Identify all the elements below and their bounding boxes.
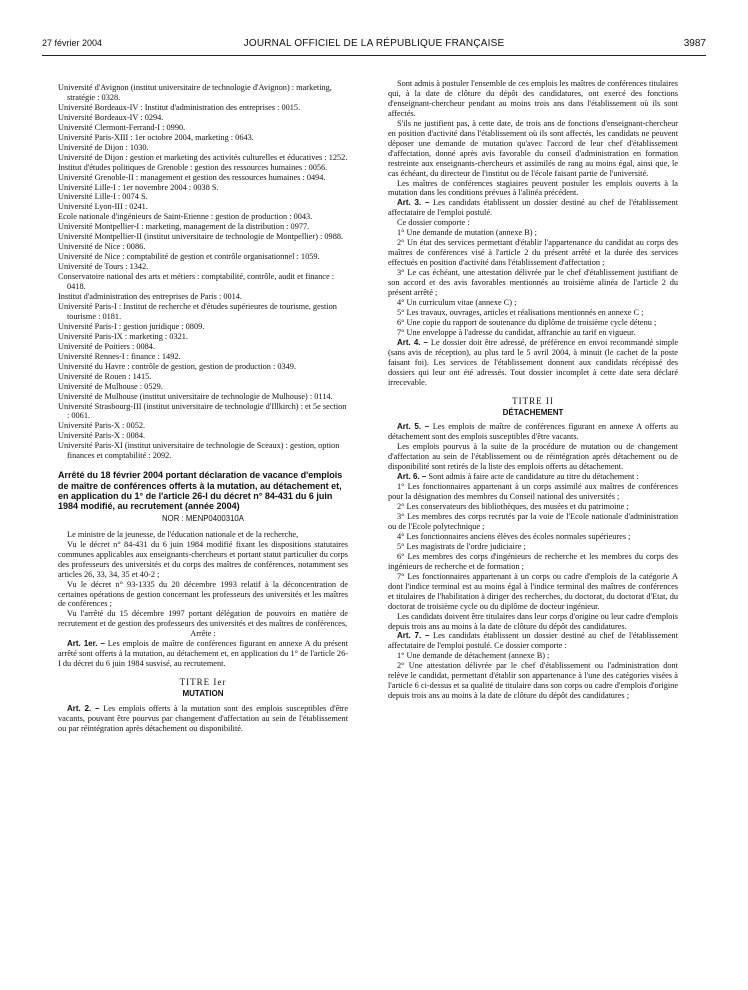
list-entry: Université de Tours : 1342. (58, 262, 149, 272)
decree-heading: Arrêté du 18 février 2004 portant déclaration de vacance d'emplois de maître de conférences offerts à la mutation, au détachement et, en application du 1° de l'article 26-I du décret n° 84-431 du 6 juin 1984 modifié, au recrutement (année 2004) (58, 470, 343, 512)
list-entry: Université Montpellier-I : marketing, management de la distribution : 0977. (58, 222, 310, 232)
page-header (42, 38, 706, 52)
article-text: Les candidats établissent un dossier destiné au chef de l'établissement affectataire de l'emploi postulé. Ce dossier comporte : (388, 631, 678, 651)
article-text: Sont admis à faire acte de candidature au titre du détachement : (426, 472, 639, 482)
article-paragraph (58, 639, 348, 669)
list-entry: Université de Rouen : 1415. (58, 371, 152, 381)
list-entry: Université Grenoble-II : management et gestion des ressources humaines : 0494. (58, 172, 326, 182)
paragraph: 7° Les fonctionnaires appartenant à un corps ou cadre d'emplois de la catégorie A dont l'indice terminal est au moins égal à l'indice terminal des maîtres de conférences et titulaires de l'habilitation à diriger des recherches, du doctorat, du doctorat d'Etat, du doctorat de troisième cycle ou du diplôme de docteur ingénieur. (388, 571, 678, 611)
paragraph: 7° Une enveloppe à l'adresse du candidat, affranchie au tarif en vigueur. (397, 327, 636, 337)
list-entry: Université de Dijon : 1030. (58, 142, 149, 152)
list-entry: Université d'Avignon (institut universitaire de technologie d'Avignon) : marketing, stratégie : 0328. (58, 83, 332, 102)
paragraph: 6° Une copie du rapport de soutenance du diplôme de troisième cycle détenu ; (397, 317, 657, 327)
list-entry: Université de Dijon : gestion et marketing des activités culturelles et éducatives : 1252. (58, 152, 348, 162)
left-column (58, 83, 348, 734)
paragraph: 3° Le cas échéant, une attestation délivrée par le chef d'établissement justifiant de son accord et des avis favorables mentionnés au troisième alinéa de l'article 2 du présent arrêté ; (388, 268, 678, 298)
paragraph: 3° Les membres des corps recrutés par la voie de l'Ecole nationale d'administration ou de l'Ecole polytechnique ; (388, 512, 678, 531)
list-entry: Université Paris-XIII : 1er octobre 2004, marketing : 0643. (58, 132, 254, 142)
list-entry: Université Lille-I : 1er novembre 2004 : 0038 S. (58, 182, 219, 192)
list-entry: Université Lyon-III : 0241. (58, 202, 148, 212)
list-entry: Université Clermont-Ferrand-I : 0990. (58, 122, 186, 132)
list-entry: Université Bordeaux-IV : 0294. (58, 112, 164, 122)
article-text: Les emplois de maître de conférences figurant en annexe A offerts au détachement sont des emplois susceptibles d'être vacants. (388, 422, 679, 442)
paragraph: 2° Un état des services permettant d'établir l'appartenance du candidat au corps des maîtres de conférences visé à l'article 2 du présent arrêté et la durée des services effectués en position d'activité dans l'établissement d'affectation ; (388, 238, 678, 268)
article-label: Art. 6. – (397, 472, 427, 482)
article-label: Art. 4. – (397, 337, 428, 347)
issue-date: 27 février 2004 (42, 38, 103, 48)
paragraph: Les maîtres de conférences stagiaires peuvent postuler les emplois ouverts à la mutation dans les conditions prévues à l'alinéa précédent. (388, 178, 678, 198)
list-entry: Université du Havre : contrôle de gestion, gestion de production : 0349. (58, 361, 297, 371)
paragraph: 1° Les fonctionnaires appartenant à un corps assimilé aux maîtres de conférences pour la désignation des membres du Conseil national des universités ; (388, 482, 678, 502)
paragraph: 6° Les membres des corps d'ingénieurs de recherche et les membres du corps des ingénieurs de recherche et de formation ; (388, 551, 678, 571)
section-title: TITRE II (512, 395, 554, 406)
article-label: Art. 7. – (397, 631, 430, 641)
list-entry: Institut d'administration des entreprises de Paris : 0014. (58, 292, 242, 302)
list-entry: Université Rennes-I : finance : 1492. (58, 351, 181, 361)
list-entry: Université de Nice : 0086. (58, 242, 146, 252)
header-rule (42, 55, 706, 56)
list-entry: Université de Mulhouse (institut universitaire de technologie de Mulhouse) : 0114. (58, 391, 333, 401)
section-subtitle: DÉTACHEMENT (502, 407, 564, 417)
section-subtitle: MUTATION (182, 689, 224, 699)
list-entry: Université de Poitiers : 0084. (58, 341, 156, 351)
list-entry: Université Paris-I : gestion juridique : 0809. (58, 321, 205, 331)
article-text: Le dossier doit être adressé, de préférence en envoi recommandé simple (sans avis de réception), au plus tard le 5 avril 2004, à minuit (le cachet de la poste faisant foi). Les services de l'établissement donnent aux candidats récépissé des dossiers qui leur ont été adressés. Tout dossier incomplet à cette date sera déclaré irrecevable. (388, 337, 679, 387)
article-paragraph (388, 631, 678, 651)
paragraph: Les emplois pourvus à la suite de la procédure de mutation ou de changement d'affectation au sein de l'établissement ou de réintégration après détachement ou de disponibilité sont retirés de la liste des emplois offerts au détachement. (388, 442, 678, 472)
paragraph: Le ministre de la jeunesse, de l'éducation nationale et de la recherche, (67, 529, 299, 539)
article-text: Les candidats établissent un dossier destiné au chef de l'établissement affectataire de l'emploi postulé. (388, 198, 678, 218)
article-label: Art. 1er. – (67, 639, 105, 649)
paragraph: 1° Une demande de détachement (annexe B) ; (397, 651, 550, 661)
arrete-line: Arrête : (190, 629, 216, 639)
paragraph: Sont admis à postuler l'ensemble de ces emplois les maîtres de conférences titulaires qui, à la date de clôture du dépôt des candidatures, ont exercé des fonctions d'enseignant-chercheur pendant au moins trois ans dans l'établissement où ils sont affectés. (388, 79, 678, 118)
article-paragraph (388, 338, 678, 388)
paragraph: Vu le décret n° 93-1335 du 20 décembre 1993 relatif à la déconcentration de certaines opérations de gestion concernant les professeurs des universités et les maîtres de conférences ; (58, 579, 348, 609)
paragraph: 4° Un curriculum vitae (annexe C) ; (397, 297, 517, 307)
paragraph: 1° Une demande de mutation (annexe B) ; (397, 228, 537, 238)
page-number: 3987 (683, 38, 706, 49)
list-entry: Université Bordeaux-IV : Institut d'administration des entreprises : 0015. (58, 102, 301, 112)
list-entry: Université Paris-IX : marketing : 0321. (58, 331, 188, 341)
journal-title: JOURNAL OFFICIEL DE LA RÉPUBLIQUE FRANÇAISE (243, 38, 505, 49)
right-column (388, 79, 678, 701)
list-entry: Ecole nationale d'ingénieurs de Saint-Etienne : gestion de production : 0043. (58, 212, 313, 222)
article-label: Art. 5. – (397, 422, 430, 432)
article-text: Les emplois de maître de conférences figurant en annexe A du présent arrêté sont offerts à la mutation, au détachement et, en application du 1° de l'article 26-I du décret du 6 juin 1984 susvisé, au recrutement. (58, 639, 349, 669)
list-entry: Université de Mulhouse : 0529. (58, 381, 163, 391)
list-entry: Conservatoire national des arts et métiers : comptabilité, contrôle, audit et finance : 0418. (58, 272, 335, 292)
paragraph: 2° Une attestation délivrée par le chef d'établissement ou l'administration dont relève le candidat, permettant d'établir son appartenance à l'une des catégories visées à l'article 6 ci-dessus et sa qualité de titulaire dans son corps ou cadre d'emplois d'origine depuis trois ans au moins à la date de clôture du dépôt des candidatures ; (388, 661, 678, 701)
article-label: Art. 3. – (397, 198, 430, 208)
paragraph: Vu le décret n° 84-431 du 6 juin 1984 modifié fixant les dispositions statutaires communes applicables aux enseignants-chercheurs et portant statut particulier du corps des professeurs des universités et du corps des maîtres de conférences, notamment ses articles 26, 33, 34, 35 et 40-2 ; (58, 539, 348, 579)
paragraph: Les candidats doivent être titulaires dans leur corps d'origine ou leur cadre d'emplois depuis trois ans au moins à la date de clôture du dépôt des candidatures. (388, 611, 678, 631)
nor-reference: NOR : MENP0400310A (162, 513, 244, 523)
article-paragraph (388, 472, 678, 482)
paragraph: 5° Les magistrats de l'ordre judiciaire ; (397, 541, 526, 551)
list-entry: Université Lille-I : 0074 S. (58, 192, 148, 202)
paragraph: 5° Les travaux, ouvrages, articles et réalisations mentionnés en annexe C ; (397, 307, 644, 317)
paragraph: Ce dossier comporte : (397, 218, 470, 228)
list-entry: Université Paris-X : 0084. (58, 431, 146, 441)
list-entry: Université Paris-I : Institut de recherche et d'études supérieures de tourisme, gestion tourisme : 0181. (58, 301, 337, 321)
paragraph: 4° Les fonctionnaires anciens élèves des écoles normales supérieures ; (397, 531, 631, 541)
list-entry: Université de Nice : comptabilité de gestion et contrôle organisationnel : 1059. (58, 252, 320, 262)
article-paragraph (58, 704, 348, 734)
article-text: Les emplois offerts à la mutation sont des emplois susceptibles d'être vacants, pouvant être pourvus par changement d'affectation au sein de l'établissement ou par réintégration après détachement ou disponibilité. (58, 704, 349, 733)
article-label: Art. 2. – (67, 704, 100, 714)
paragraph: Vu l'arrêté du 15 décembre 1997 portant délégation de pouvoirs en matière de recrutement et de gestion des professeurs des universités et des maîtres de conférences, (58, 609, 348, 629)
list-entry: Université Strasbourg-III (institut universitaire de technologie d'Illkirch) : et 5e section : 0061. (58, 401, 347, 421)
list-entry: Université Montpellier-II (institut universitaire de technologie de Montpellier) : 0988. (58, 232, 344, 242)
paragraph: S'ils ne justifient pas, à cette date, de trois ans de fonctions d'enseignant-chercheur en position d'activité dans l'établissement où ils sont affectés, les candidats ne peuvent déposer une demande de mutation qu'avec l'accord de leur chef d'établissement d'affectation, donné après avis favorable du conseil d'administration en formation restreinte aux enseignants-chercheurs et assimilés de rang au moins égal, ainsi que, le cas échéant, du directeur de l'institut ou de l'école faisant partie de l'université. (388, 118, 678, 178)
article-paragraph (388, 198, 678, 218)
list-entry: Université Paris-XI (institut universitaire de technologie de Sceaux) : gestion, option finances et comptabilité : 2092. (58, 441, 340, 461)
list-entry: Institut d'études politiques de Grenoble : gestion des ressources humaines : 0056. (58, 162, 328, 172)
article-paragraph (388, 422, 678, 442)
list-entry: Université Paris-X : 0052. (58, 421, 146, 431)
section-title: TITRE Ier (179, 677, 227, 688)
paragraph: 2° Les conservateurs des bibliothèques, des musées et du patrimoine ; (397, 502, 629, 512)
